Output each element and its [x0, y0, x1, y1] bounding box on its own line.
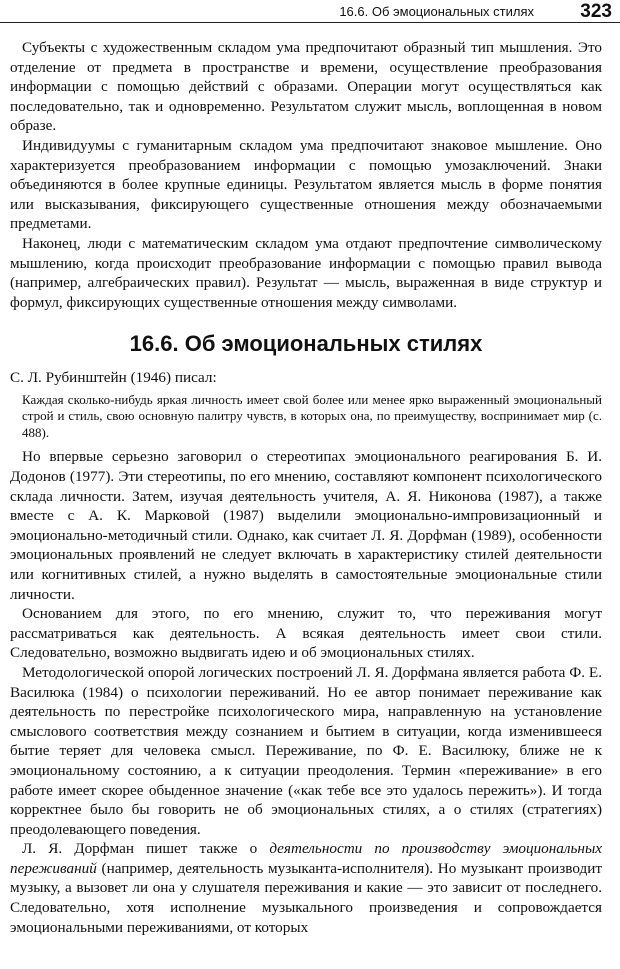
paragraph-mathematical-mind: Наконец, люди с математическим складом ума отдают предпочтение символическому мышлению, когда происходит преобразование информации с помощью правил вывода (например, алгебраических правил). Результат — мысль, выраженная в виде структур и формул, фиксирующих существенные отношения между символами.: [10, 234, 602, 311]
paragraph-dorfman-music: [10, 839, 602, 937]
paragraph-humanitarian-mind: Индивидуумы с гуманитарным складом ума предпочитают знаковое мышление. Оно характеризуется преобразованием информации с помощью умозаключений. Знаки объединяются в более крупные единицы. Результатом является мысль в форме понятия или высказывания, фиксирующего существенные отношения между обозначаемыми предметами.: [10, 136, 602, 233]
page-body: [10, 38, 602, 937]
block-quote: Каждая сколько-нибудь яркая личность имеет свой более или менее ярко выраженный эмоциональный строй и стиль, свою основную палитру чувств, в которых она, по преимуществу, воспринимает мир (с. 488).: [22, 391, 602, 440]
paragraph-artistic-mind: Субъекты с художественным складом ума предпочитают образный тип мышления. Это отделение от предмета в пространстве и времени, осуществление преобразования информации с помощью действий с образами. Операции могут осуществляться как последовательно, так и одновременно. Результатом служит мысль, воплощенная в новом образе.: [10, 39, 602, 135]
header-rule: [0, 22, 620, 23]
paragraph-activity-styles: Основанием для этого, по его мнению, служит то, что переживания могут рассматриваться как деятельность. А всякая деятельность имеет свои стили. Следовательно, возможно выдвигать идею и об эмоциональных стилях.: [10, 605, 602, 662]
running-header: [0, 0, 620, 26]
paragraph-dodonov: Но впервые серьезно заговорил о стереотипах эмоционального реагирования Б. И. Додонов (1977). Эти стереотипы, по его мнению, составляют компонент психологического склада личности. Затем, изучая деятельность учителя, А. Я. Никонова (1987), а также вместе с А. К. Марковой (1987) выделили эмоционально-импровизационный и эмоционально-методичный стили. Однако, как считает Л. Я. Дорфман (1989), особенности эмоциональных проявлений не следует включать в характеристику стилей деятельности или когнитивных стилей, а нужно выделять в самостоятельные эмоциональные стили личности.: [10, 448, 602, 603]
last-paragraph-end: (например, деятельность музыканта-исполнителя). Но музыкант производит музыку, а вызовет ли она у слушателя переживания и какие — это зависит от последнего. Следовательно, хотя исполнение музыкального произведения и сопровождается эмоциональными переживаниями, от которых: [10, 859, 602, 936]
section-heading: 16.6. Об эмоциональных стилях: [129, 331, 483, 357]
page-number: 323: [580, 1, 612, 22]
italic-term: деятельности по производству эмоциональных переживаний: [10, 840, 602, 877]
quote-intro: С. Л. Рубинштейн (1946) писал:: [10, 369, 217, 387]
running-header-title: 16.6. Об эмоциональных стилях: [339, 4, 534, 19]
last-paragraph-start: Л. Я. Дорфман пишет также о: [22, 840, 270, 858]
paragraph-vasilyuk: Методологической опорой логических построений Л. Я. Дорфмана является работа Ф. Е. Василюка (1984) о психологии переживаний. Но ее автор понимает переживание как деятельность по перестройке психологического мира, направленную на установление смыслового соответствия между сознанием и бытием в ситуации, когда изменившееся бытие теряет для человека смысл. Переживание, по Ф. Е. Василюку, ближе не к эмоциональному состоянию, а к ситуации преодоления. Термин «переживание» в его работе имеет скорее обыденное значение («как тебе все это удалось пережить»). И тогда корректнее было бы говорить не об эмоциональных стилях, а о стилях (стратегиях) преодолевающего поведения.: [10, 663, 602, 838]
